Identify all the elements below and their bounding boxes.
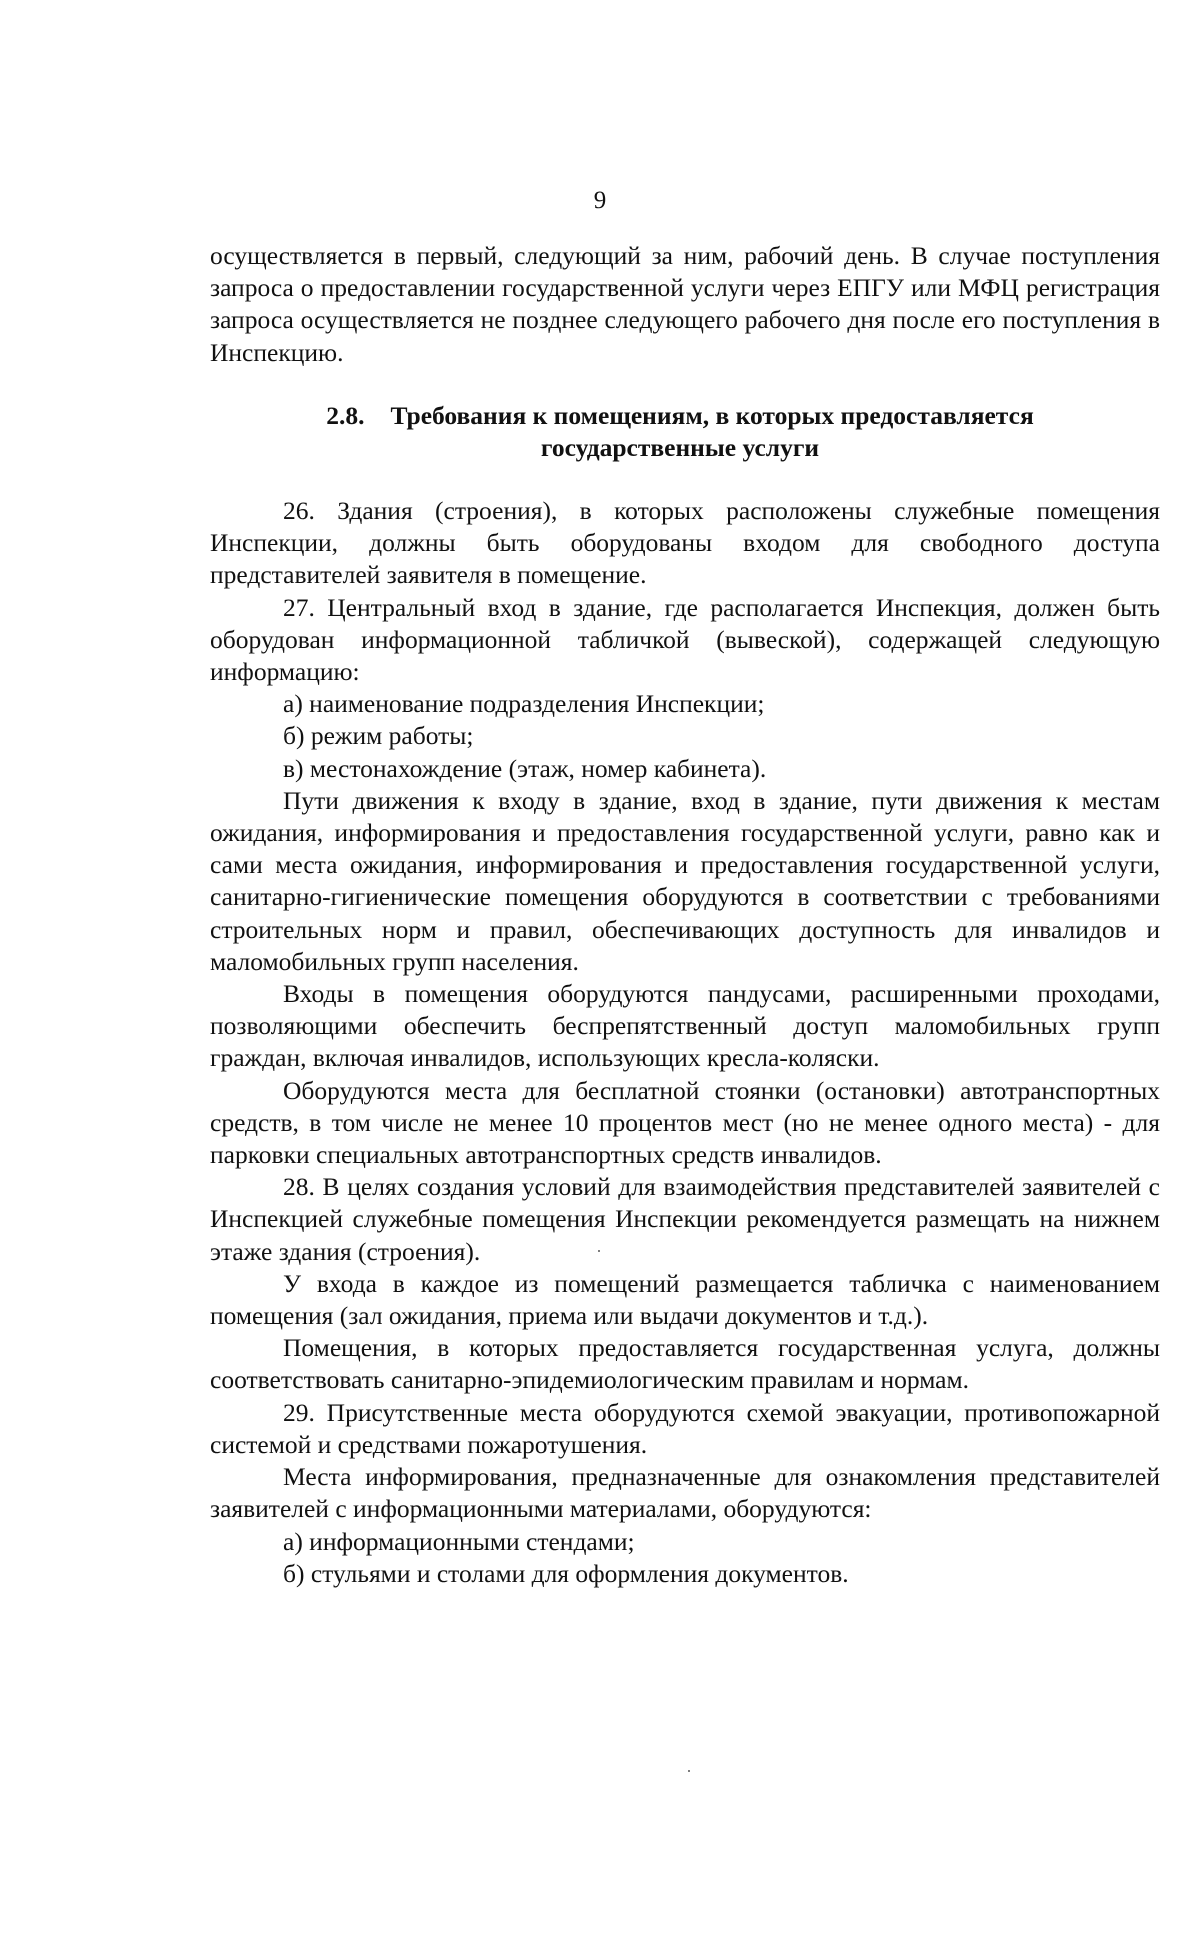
paragraph-27: 27. Центральный вход в здание, где располагается Инспекция, должен быть оборудован информационной табличкой (вывеской), содержащей следующую информацию:	[210, 592, 1160, 687]
list-item-v: в) местонахождение (этаж, номер кабинета).	[283, 753, 767, 783]
paragraph-info-places: Места информирования, предназначенные для ознакомления представителей заявителей с информационными материалами, оборудуются:	[210, 1462, 1160, 1524]
section-heading	[280, 400, 1080, 464]
paragraph-28: 28. В целях создания условий для взаимодействия представителей заявителей с Инспекцией служебные помещения Инспекции рекомендуется размещать на нижнем этаже здания (строения).	[210, 1172, 1160, 1266]
paragraph-paths: Пути движения к входу в здание, вход в здание, пути движения к местам ожидания, информирования и предоставления государственной услуги, равно как и сами места ожидания, информирования и предоставления государственной услуги, санитарно-гигиенические помещения оборудуются в соответствии с требованиями строительных норм и правил, обеспечивающих доступность для инвалидов и маломобильных групп населения.	[210, 785, 1160, 976]
paragraph-sanitary: Помещения, в которых предоставляется государственная услуга, должны соответствовать санитарно-эпидемиологическим правилам и нормам.	[210, 1333, 1160, 1395]
list-item-b: б) режим работы;	[283, 721, 474, 751]
list-item-chairs: б) стульями и столами для оформления документов.	[283, 1558, 849, 1588]
intro-block	[210, 240, 1160, 369]
section-number: 2.8.	[326, 401, 365, 430]
paragraph-entrances: Входы в помещения оборудуются пандусами, расширенными проходами, позволяющими обеспечить беспрепятственный доступ маломобильных групп граждан, включая инвалидов, использующих кресла-коляски.	[210, 979, 1160, 1073]
paragraph-parking: Оборудуются места для бесплатной стоянки (остановки) автотранспортных средств, в том числе не менее 10 процентов мест (но не менее одного места) - для парковки специальных автотранспортных средств инвалидов.	[210, 1075, 1160, 1170]
paragraph-26: 26. Здания (строения), в которых расположены служебные помещения Инспекции, должны быть оборудованы входом для свободного доступа представителей заявителя в помещение.	[210, 496, 1160, 590]
list-item-stands: а) информационными стендами;	[283, 1526, 635, 1556]
paragraph-signs: У входа в каждое из помещений размещается табличка с наименованием помещения (зал ожидания, приема или выдачи документов и т.д.).	[210, 1268, 1160, 1331]
body-block	[210, 495, 1160, 1590]
section-title-line1: Требования к помещениям, в которых предоставляется	[390, 401, 1034, 430]
page-number: 9	[593, 187, 607, 214]
paragraph-29: 29. Присутственные места оборудуются схемой эвакуации, противопожарной системой и средствами пожаротушения.	[210, 1397, 1160, 1459]
section-title-line2: государственные услуги	[540, 433, 820, 462]
scan-speck	[598, 1250, 600, 1252]
list-item-a: а) наименование подразделения Инспекции;	[283, 689, 765, 719]
intro-paragraph: осуществляется в первый, следующий за ним, рабочий день. В случае поступления запроса о предоставлении государственной услуги через ЕПГУ или МФЦ регистрация запроса осуществляется не позднее следующего рабочего дня после его поступления в Инспекцию.	[210, 241, 1160, 367]
scan-speck	[688, 1770, 690, 1772]
